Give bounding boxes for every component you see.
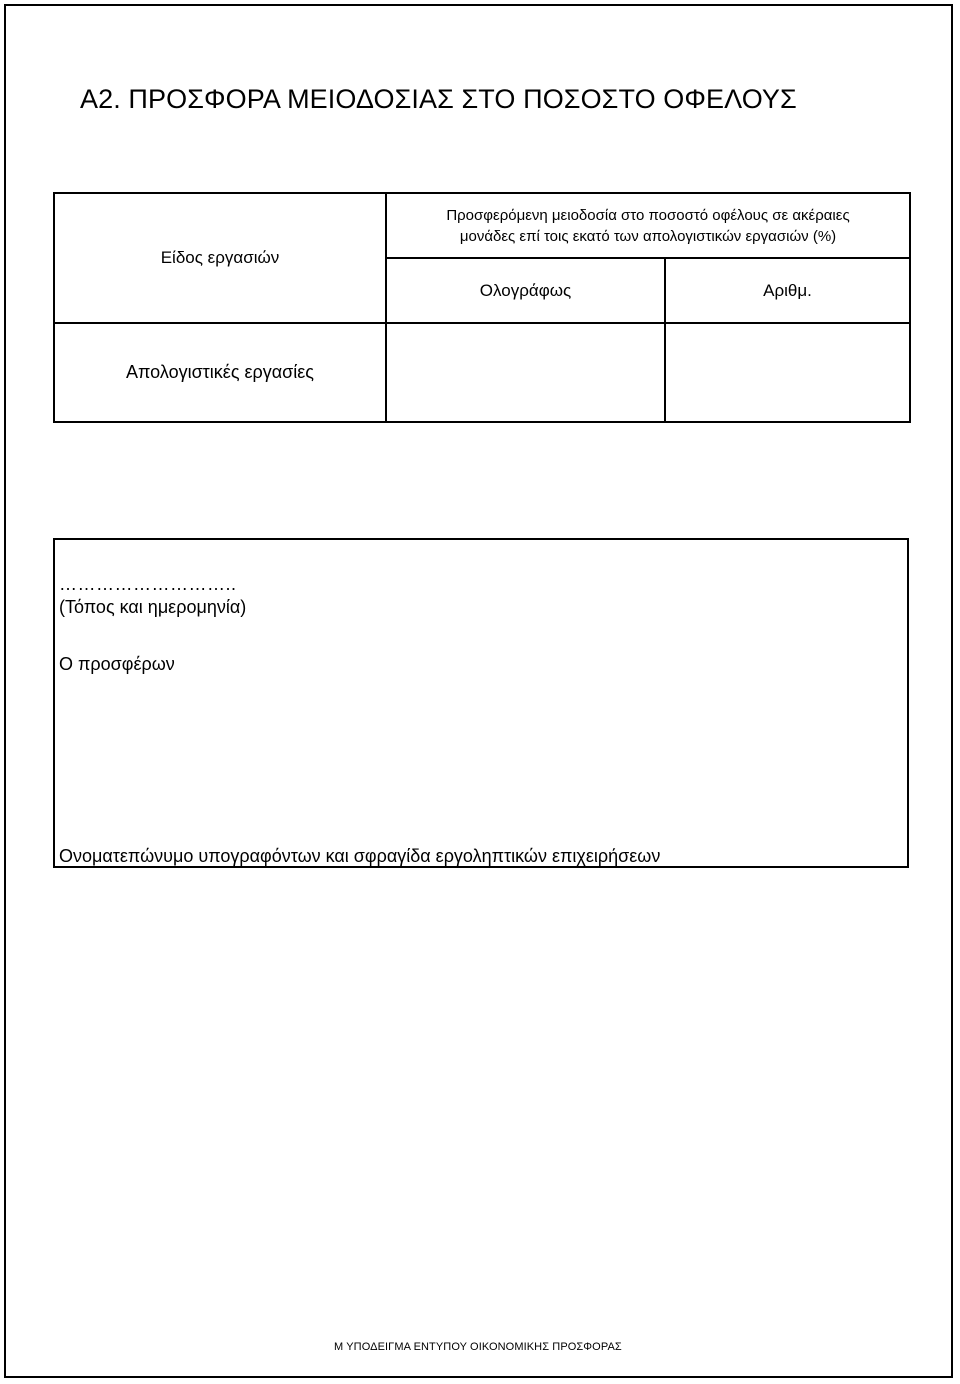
header-numeric-cell bbox=[665, 258, 910, 323]
header-work-type-cell bbox=[54, 193, 386, 323]
offer-table bbox=[53, 192, 911, 423]
table-header-row bbox=[54, 193, 910, 258]
header-offer-line-1: Προσφερόμενη μειοδοσία στο ποσοστό οφέλους σε ακέραιες bbox=[446, 206, 850, 224]
header-work-type: Είδος εργασιών bbox=[160, 248, 280, 267]
signatories-label: Ονοματεπώνυμο υπογραφόντων και σφραγίδα εργοληπτικών επιχειρήσεων bbox=[59, 846, 661, 866]
offerer-label: Ο προσφέρων bbox=[59, 654, 175, 674]
place-date-dots: ……………………….. bbox=[59, 574, 237, 594]
table-row bbox=[54, 323, 910, 422]
document-footer: Μ ΥΠΟΔΕΙΓΜΑ ΕΝΤΥΠΟΥ ΟΙΚΟΝΟΜΙΚΗΣ ΠΡΟΣΦΟΡΑΣ bbox=[334, 1341, 622, 1353]
row-in-words-cell[interactable] bbox=[386, 323, 665, 422]
place-date-label: (Τόπος και ημερομηνία) bbox=[59, 597, 247, 617]
row-numeric-cell[interactable] bbox=[665, 323, 910, 422]
document-title: Α2. ΠΡΟΣΦΟΡΑ ΜΕΙΟΔΟΣΙΑΣ ΣΤΟ ΠΟΣΟΣΤΟ ΟΦΕΛΟΥΣ bbox=[80, 84, 797, 114]
header-offer-line-2: μονάδες επί τοις εκατό των απολογιστικών εργασιών (%) bbox=[459, 227, 837, 245]
header-numeric: Αριθμ. bbox=[763, 280, 812, 300]
header-offer-cell bbox=[386, 193, 910, 258]
row-work-type: Απολογιστικές εργασίες bbox=[126, 362, 314, 382]
row-work-type-cell bbox=[54, 323, 386, 422]
header-in-words-cell bbox=[386, 258, 665, 323]
signature-box bbox=[53, 538, 909, 868]
header-in-words: Ολογράφως bbox=[479, 280, 572, 300]
